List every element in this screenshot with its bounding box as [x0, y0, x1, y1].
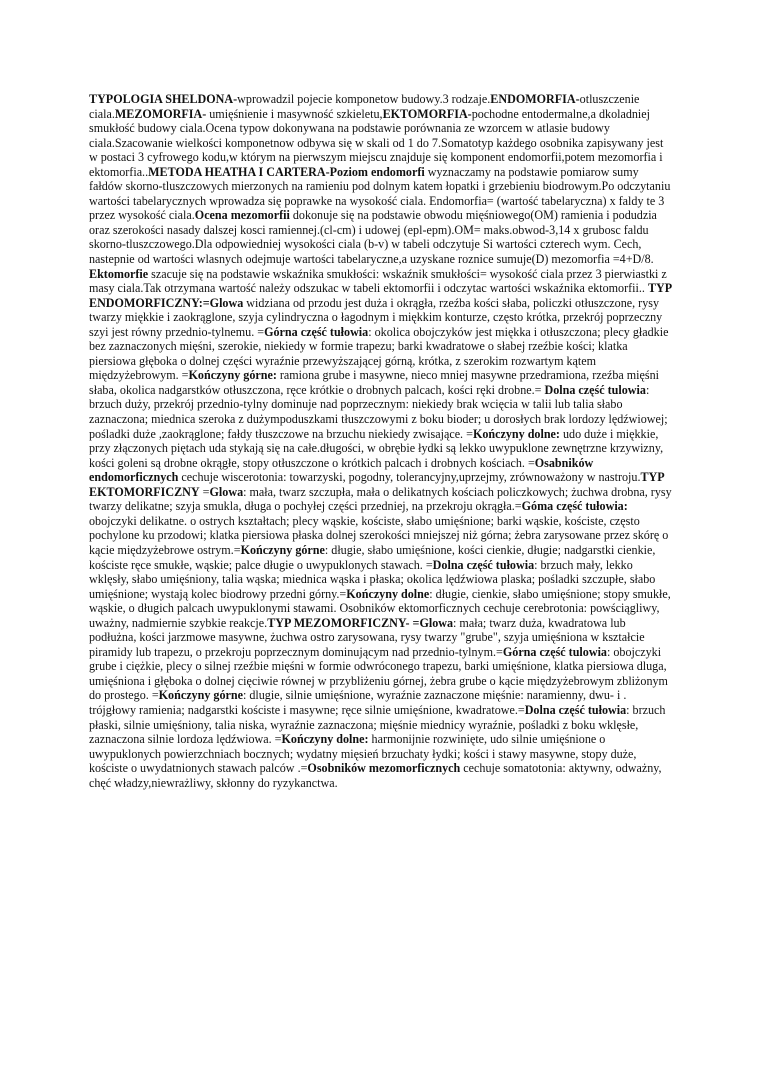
bold-text-segment: Kończyny dolne: — [472, 426, 560, 441]
text-segment: otluszczenie ciala. — [89, 92, 640, 121]
text-segment: pochodne entodermalne,a dkoladniej smukłość budowy ciala.Ocena typow dokonywana na podstawie porównania ze wzorcem w atlasie budowy ciala.Szacowanie wielkości komponetnow odbywa się w skali od 1 do 7.Somatotyp każdego osobnika zapisywany jest w postaci 3 cyfrowego kodu,w którym na pierwszym miejscu znajduje się komponent endomorfii,potem mezomorfia i ektomorfia.. — [89, 106, 664, 179]
bold-text-segment: Glowa — [209, 484, 244, 499]
text-segment: wyznaczamy na podstawie pomiarow sumy fałdów skorno-tluszczowych mierzonych na ramieniu pod dolnym katem łopatki i grzebieniu biodrowym.Po odczytaniu wartości tabelarycznych wprowadza się poprawke na wysokość ciala. Endomorfia= (wartość tabelaryczna) x faldy te 3 przez wysokość ciala. — [89, 164, 671, 223]
text-segment: : długie, cienkie, słabo umięśnione; stopy smukłe, wąskie, o długich palcach uwypuklonymi stawami. Osobników ektomorficznych cechuje cerebrotonia: powściągliwy, uważny, nadmiernie szybkie reakcje. — [89, 586, 671, 630]
text-segment: udo duże i miękkie, przy złączonych piętach uda stykają się na całe.długości, w obrębie łydki są lekko uwypuklone zewnętrzne krzywizny, kości goleni są drobne okrągłe, stopy otłuszczone o krótkich palcach i drobnych kościach. = — [89, 426, 664, 470]
bold-text-segment: Kończyny dolne — [346, 586, 430, 601]
text-segment: : obojczyki grube i ciężkie, plecy o silnej rzeźbie mięśni w formie odwróconego trapezu, barki umięśnione, klatka piersiowa dluga, umięśniona i głęboka o dolnej cięciwie równej w przybliżeniu górnej, żebra grube o kącie międzyżebrowym zbliżonym do prostego. = — [89, 644, 668, 703]
body-text — [89, 92, 675, 790]
text-segment: obojczyki delikatne. o ostrych kształtach; plecy wąskie, kościste, słabo umięśnione; barki wąskie, kościste, często pochylone ku przodowi; klatka piersiowa płaska dolnej szerokości mniejszej niż górna; żebra zarysowane przez skórę o kącie międzyżebrowe ostrym.= — [89, 513, 669, 557]
bold-text-segment: MEZOMORFIA- — [114, 106, 207, 121]
bold-text-segment: TYPOLOGIA SHELDONA- — [89, 92, 238, 106]
text-segment: : mała, twarz szczupła, mała o delikatnych kościach policzkowych; żuchwa drobna, rysy twarzy delikatne; szyja smukla, długa o pochyłej części przedniej, na przekroju okrągła.= — [89, 484, 672, 514]
text-segment: : brzuch mały, lekko wklęsły, słabo umięśniony, talia wąska; miednica wąska i płaska; okolica lędźwiowa plaska; pośladki szczupłe, słabo umięśnione; wystają kolec biodrowy przedni górny.= — [89, 557, 656, 601]
text-segment: : brzuch płaski, silnie umięśniony, talia niska, wyraźnie zaznaczona; mięśnie miednicy wyraźnie, pośladki z boku wklęsłe, zaznaczona silnie lordoza lędźwiowa. = — [89, 702, 666, 747]
bold-text-segment: Górna część tułowia — [264, 324, 369, 339]
bold-text-segment: Kończyny górne: — [188, 368, 277, 383]
text-segment: harmonijnie rozwinięte, udo silnie umięśnione o uwypuklonych powierzchniach bocznych; wydatny mięsień brzuchaty łydki; kości i stawy masywne, stopy duże, kościste o uwydatnionych stawach palców .= — [89, 732, 637, 776]
text-segment: ramiona grube i masywne, nieco mniej masywne przedramiona, rzeźba mięśni słaba, okolica nadgarstków otłuszczona, ręce krótkie o drobnych palcach, kości ręki drobne.= — [89, 368, 660, 397]
bold-text-segment: Ektomorfie — [89, 266, 149, 281]
text-segment: widziana od przodu jest duża i okrągła, rzeźba kości słaba, policzki otłuszczone, rysy twarzy miękkie i zaokrąglone, szyja cylindryczna o łagodnym i miękkim konturze, często krótka, przekrój poprzeczny szyi jest równy przednio-tylnemu. = — [89, 295, 663, 339]
text-segment: dokonuje się na podstawie obwodu mięśniowego(OM) ramienia i podudzia oraz szerokości nasady dalszej kosci ramiennej.(cl-cm) i udowej (epl-epm).OM= maks.obwod-3,14 x grubosc faldu skorno-tluszczowego.Dla odpowiedniej wysokości ciala (b-v) w tabeli odczytuje Si wartości czterech wym. Cech, nastepnie od wartości wlasnych odejmuje wartości tabelaryczne,a uzyskane roznice sumuje(D) mezomorfia =4+D/8. — [89, 208, 657, 267]
bold-text-segment: Dolna część tulowia — [544, 382, 646, 397]
bold-text-segment: Kończyny górne — [158, 688, 243, 703]
text-segment: wprowadzil pojecie komponetow budowy.3 rodzaje. — [237, 92, 491, 106]
bold-text-segment: ENDOMORFIA- — [490, 92, 580, 106]
text-segment: : mała; twarz duża, kwadratowa lub podłużna, kości jarzmowe masywne, żuchwa ostro zarysowana, rysy twarzy "grube", szyja umięśniona w kształcie piramidy lub trapezu, o przekroju poprzecznym dominującym nad przednio-tylnym.= — [89, 615, 645, 659]
text-segment: umięśnienie i masywność szkieletu, — [206, 106, 383, 121]
bold-text-segment: Kończyny dolne: — [281, 732, 369, 747]
bold-text-segment: METODA HEATHA I CARTERA-Poziom endomorfi — [148, 164, 425, 179]
text-segment: : okolica obojczyków jest miękka i otłuszczona; plecy gładkie bez zaznaczonych mięśni, szerokie, niekiedy w formie trapezu; barki kwadratowe o słabej rzeźbie kości; klatka piersiowa głęboka o dolnej części wyraźnie przewyższającej górną, krótka, z szerokim rozwartym kątem międzyżebrowym. = — [89, 324, 669, 383]
bold-text-segment: Kończyny górne — [240, 542, 325, 557]
bold-text-segment: Ocena mezomorfii — [194, 208, 290, 223]
bold-text-segment: Dolna część tułowia — [432, 557, 535, 572]
text-segment: cechuje wiscerotonia: towarzyski, pogodny, tolerancyjny,uprzejmy, zrównoważony w nastroju. — [178, 470, 641, 485]
bold-text-segment: EKTOMORFIA- — [382, 106, 472, 121]
text-segment: : długie, słabo umięśnione, kości cienkie, długie; nadgarstki cienkie, kościste ręce smukłe, wąskie; palce długie o uwypuklonych stawach. = — [89, 542, 656, 572]
text-segment: szacuje się na podstawie wskaźnika smukłości: wskaźnik smukłości= wysokość ciala przez 3 pierwiastki z masy ciala.Tak otrzymana wartość należy odszukac w tabeli ektomorfii i odczytac wartości wskaźnika ektomorfii.. — [89, 266, 667, 296]
text-segment: : brzuch duży, przekrój przednio-tylny dominuje nad poprzecznym: niekiedy brak wcięcia w talii lub talia słabo zaznaczona; miednica szeroka z dużympoduszkami tłuszczowymi z boku bioder; u dorosłych brak lordozy lędźwiowej; pośladki duże ,zaokrąglone; fałdy tłuszczowe na brzuchu niekiedy zwisające. = — [89, 382, 668, 441]
text-segment: cechuje somatotonia: aktywny, odważny, chęć władzy,niewrażliwy, skłonny do ryzykanctwa. — [89, 761, 662, 790]
text-segment: : dlugie, silnie umięśnione, wyraźnie zaznaczone mięśnie: naramienny, dwu- i . trójgłowy ramienia; nadgarstki kościste i masywne; ręce silnie umięśnione, kwadratowe.= — [89, 688, 627, 717]
bold-text-segment: TYP EKTOMORFICZNY — [89, 470, 664, 499]
bold-text-segment: Góma część tułowia: — [521, 499, 628, 514]
bold-text-segment: TYP MEZOMORFICZNY- =Glowa — [267, 615, 454, 630]
bold-text-segment: Dolna część tułowia — [524, 702, 627, 717]
bold-text-segment: Osabników endomorficznych — [89, 455, 594, 485]
bold-text-segment: Osobników mezomorficznych — [307, 761, 461, 776]
bold-text-segment: Górna część tulowia — [502, 644, 607, 659]
bold-text-segment: TYP ENDOMORFICZNY:=Glowa — [89, 281, 672, 310]
text-segment: = — [199, 484, 210, 499]
